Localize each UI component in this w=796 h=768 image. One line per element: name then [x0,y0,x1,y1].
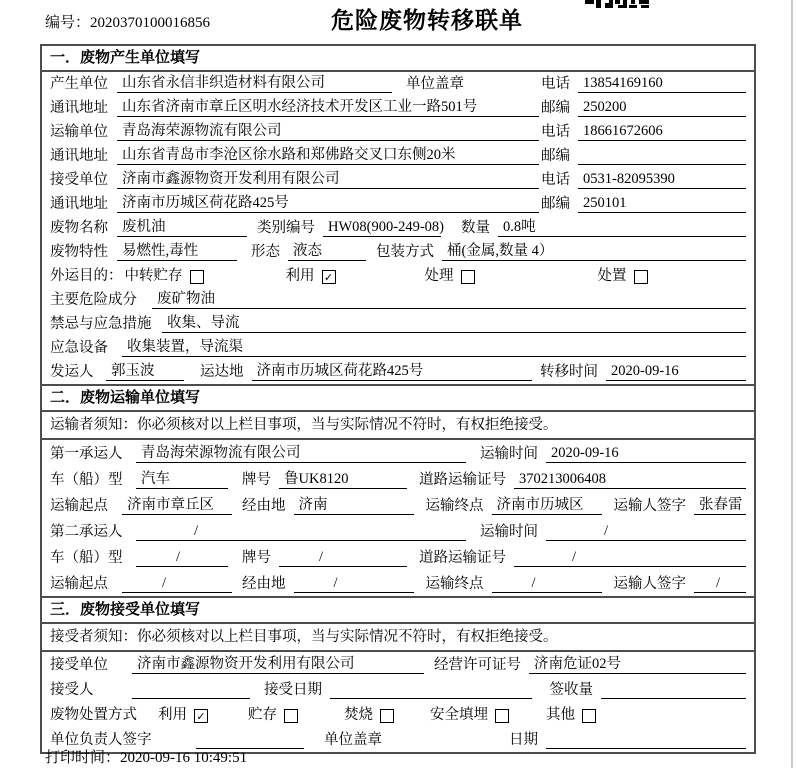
zip-label: 邮编 [541,100,570,116]
via-label: 经由地 [242,498,286,514]
checkbox-icon [284,709,298,723]
row-vehicle-2 [42,544,754,570]
row-second-carrier [42,518,754,544]
transport-time-label: 运输时间 [480,524,538,540]
row-first-carrier [42,440,754,466]
carrier-sign-label: 运输人签字 [613,498,686,514]
field-label: 产生单位 [50,76,108,92]
section3-header: 三．废物接受单位填写 [42,596,754,624]
received-qty-value [601,698,746,699]
carrier-sign-label: 运输人签字 [613,576,686,592]
field-label: 接受人 [50,682,94,698]
page-title: 危险废物转移联单 [331,7,523,33]
destination-label: 运达地 [200,364,244,380]
permit-label: 道路运输证号 [419,472,506,488]
seal-label: 单位盖章 [324,732,382,748]
row-vehicle-1 [42,466,754,492]
origin-value: 济南市章丘区 [122,497,232,515]
row-receiver [42,168,754,192]
row-receiver-address [42,192,754,216]
plate-value: / [279,549,407,567]
field-label: 接受单位 [50,172,108,188]
field-label: 通讯地址 [50,100,108,116]
checkbox-icon [495,709,509,723]
category-value: HW08(900-249-08) [323,219,441,237]
option-label: 处置 [597,268,627,284]
checkbox-checked-icon: ✓ [322,270,336,284]
section3-body [42,652,754,752]
print-time-value: 2020-09-16 10:49:51 [120,750,248,766]
via-value: / [294,575,414,593]
waste-name-value: 废机油 [117,219,247,237]
row-producer [42,72,754,96]
field-label: 废物特性 [50,244,108,260]
field-label: 废物处置方式 [50,707,137,723]
end-value: 济南市历城区 [492,497,602,515]
print-time [45,750,247,766]
section3-notice: 接受者须知：你必须核对以上栏目事项，当与实际情况不符时，有权拒绝接受。 [42,624,754,652]
plate-label: 牌号 [242,550,271,566]
field-label: 外运目的： [50,268,123,284]
quantity-value: 0.8吨 [498,219,746,237]
row-responsible-signature [42,727,754,752]
checkbox-icon [380,709,394,723]
hazard-value: 废矿物油 [152,291,746,309]
field-label: 车（船）型 [50,550,123,566]
carrier-sign-value: / [694,575,746,593]
section1-header: 一．废物产生单位填写 [42,46,754,72]
option-dispose [598,268,648,285]
vehicle-type-value: / [136,549,228,567]
option-treat [425,268,475,285]
equipment-value: 收集装置，导流渠 [122,339,746,357]
address-value: 济南市历城区荷花路425号 [117,195,539,213]
field-label: 车（船）型 [50,472,123,488]
print-time-label: 打印时间： [45,750,121,766]
row-taboo-measures [42,312,754,336]
row-emergency-equipment [42,336,754,360]
responsible-sign-value [196,748,304,749]
field-label: 应急设备 [50,340,108,356]
option-label: 贮存 [248,707,277,723]
destination-value: 济南市历城区荷花路425号 [252,363,532,381]
producer-value: 山东省永信非织造材料有限公司 [117,75,392,93]
license-label: 经营许可证号 [434,657,521,673]
license-value: 济南危证02号 [529,656,746,674]
end-label: 运输终点 [425,576,484,592]
carrier-value: / [136,523,466,541]
option-label: 利用 [158,707,187,723]
vehicle-type-value: 汽车 [136,471,228,489]
accept-unit-value: 济南市鑫源物资开发利用有限公司 [132,656,424,674]
field-label: 第二承运人 [50,524,123,540]
option-landfill [430,707,509,724]
date-value [546,748,746,749]
checkbox-checked-icon: ✓ [194,709,208,723]
row-hazard-components [42,288,754,312]
phone-label: 电话 [541,172,570,188]
zip-label: 邮编 [541,148,570,164]
row-transporter-address [42,144,754,168]
option-transfer-storage [125,268,204,285]
field-label: 运输单位 [50,124,108,140]
option-label: 中转贮存 [124,268,183,284]
field-label: 单位负责人签字 [50,732,152,748]
row-shipper [42,360,754,384]
row-waste-name [42,216,754,240]
carrier-sign-value: 张春雷 [694,497,746,515]
row-accept-unit [42,652,754,677]
taboo-value: 收集、导流 [162,315,746,333]
option-label: 焚烧 [344,707,373,723]
serial-number [45,11,210,32]
serial-value: 2020370100016856 [90,15,211,31]
checkbox-icon [634,270,648,284]
accept-person-value [132,698,250,699]
row-transfer-purpose [42,264,754,288]
phone-label: 电话 [541,124,570,140]
form-label: 形态 [251,244,280,260]
field-label: 主要危险成分 [50,292,137,308]
form-value: 液态 [288,243,366,261]
transport-time-value: / [546,523,746,541]
received-qty-label: 签收量 [549,682,593,698]
section2-header: 二．废物运输单位填写 [42,384,754,412]
packing-label: 包装方式 [376,244,434,260]
option-label: 安全填埋 [430,707,488,723]
field-label: 通讯地址 [50,148,108,164]
end-value: / [492,575,602,593]
option-label: 利用 [285,268,315,284]
via-value: 济南 [294,497,414,515]
checkbox-icon [190,270,204,284]
serial-label: 编号： [45,15,91,31]
permit-label: 道路运输证号 [419,550,506,566]
end-label: 运输终点 [425,498,484,514]
checkbox-icon [461,270,475,284]
transporter-value: 青岛海荣源物流有限公司 [117,123,539,141]
phone-value: 18661672606 [578,123,746,141]
receiver-value: 济南市鑫源物资开发利用有限公司 [117,171,539,189]
row-transporter [42,120,754,144]
phone-value: 13854169160 [578,75,746,93]
shipper-value: 郭玉波 [106,363,184,381]
scan-edge-line [791,0,793,768]
via-label: 经由地 [242,576,286,592]
section2-body [42,440,754,596]
field-label: 接受单位 [50,657,108,673]
packing-value: 桶(金属,数量 4） [442,243,746,261]
row-route-1 [42,492,754,518]
zip-value: 250101 [578,195,746,213]
qr-code-fragment [585,0,651,9]
transport-time-label: 运输时间 [480,446,538,462]
zip-value: 250200 [578,99,746,117]
seal-label: 单位盖章 [406,76,464,92]
option-other [546,707,596,724]
checkbox-icon [582,709,596,723]
field-label: 发运人 [50,364,94,380]
accept-date-value [330,698,532,699]
property-value: 易燃性,毒性 [117,243,237,261]
row-producer-address [42,96,754,120]
plate-label: 牌号 [242,472,271,488]
date-label: 日期 [509,732,538,748]
address-value: 山东省青岛市李沧区徐水路和郑佛路交叉口东侧20米 [117,147,539,165]
transport-time-value: 2020-09-16 [546,445,746,463]
field-label: 运输起点 [50,576,108,592]
section2-notice: 运输者须知：你必须核对以上栏目事项，当与实际情况不符时，有权拒绝接受。 [42,412,754,440]
phone-value: 0531-82095390 [578,171,746,189]
origin-value: / [122,575,232,593]
transfer-time-value: 2020-09-16 [606,363,746,381]
option-utilize [158,707,208,724]
field-label: 禁忌与应急措施 [50,316,152,332]
field-label: 废物名称 [50,220,108,236]
option-store [248,707,298,724]
field-label: 通讯地址 [50,196,108,212]
accept-date-label: 接受日期 [264,682,322,698]
option-utilize [286,268,336,285]
quantity-label: 数量 [461,220,490,236]
option-incinerate [344,707,394,724]
row-accept-person [42,677,754,702]
plate-value: 鲁UK8120 [279,471,407,489]
field-label: 运输起点 [50,498,108,514]
option-label: 其他 [546,707,575,723]
zip-value [578,164,746,165]
address-value: 山东省济南市章丘区明水经济技术开发区工业一路501号 [117,99,539,117]
permit-value: 370213006408 [514,471,746,489]
transfer-time-label: 转移时间 [540,364,598,380]
option-label: 处理 [424,268,454,284]
zip-label: 邮编 [541,196,570,212]
permit-value: / [514,549,746,567]
manifest-form [40,44,756,754]
field-label: 第一承运人 [50,446,123,462]
phone-label: 电话 [541,76,570,92]
row-route-2 [42,570,754,596]
carrier-value: 青岛海荣源物流有限公司 [136,445,466,463]
section1-body [42,72,754,384]
row-disposal-method [42,702,754,727]
category-label: 类别编号 [257,220,315,236]
row-waste-property [42,240,754,264]
